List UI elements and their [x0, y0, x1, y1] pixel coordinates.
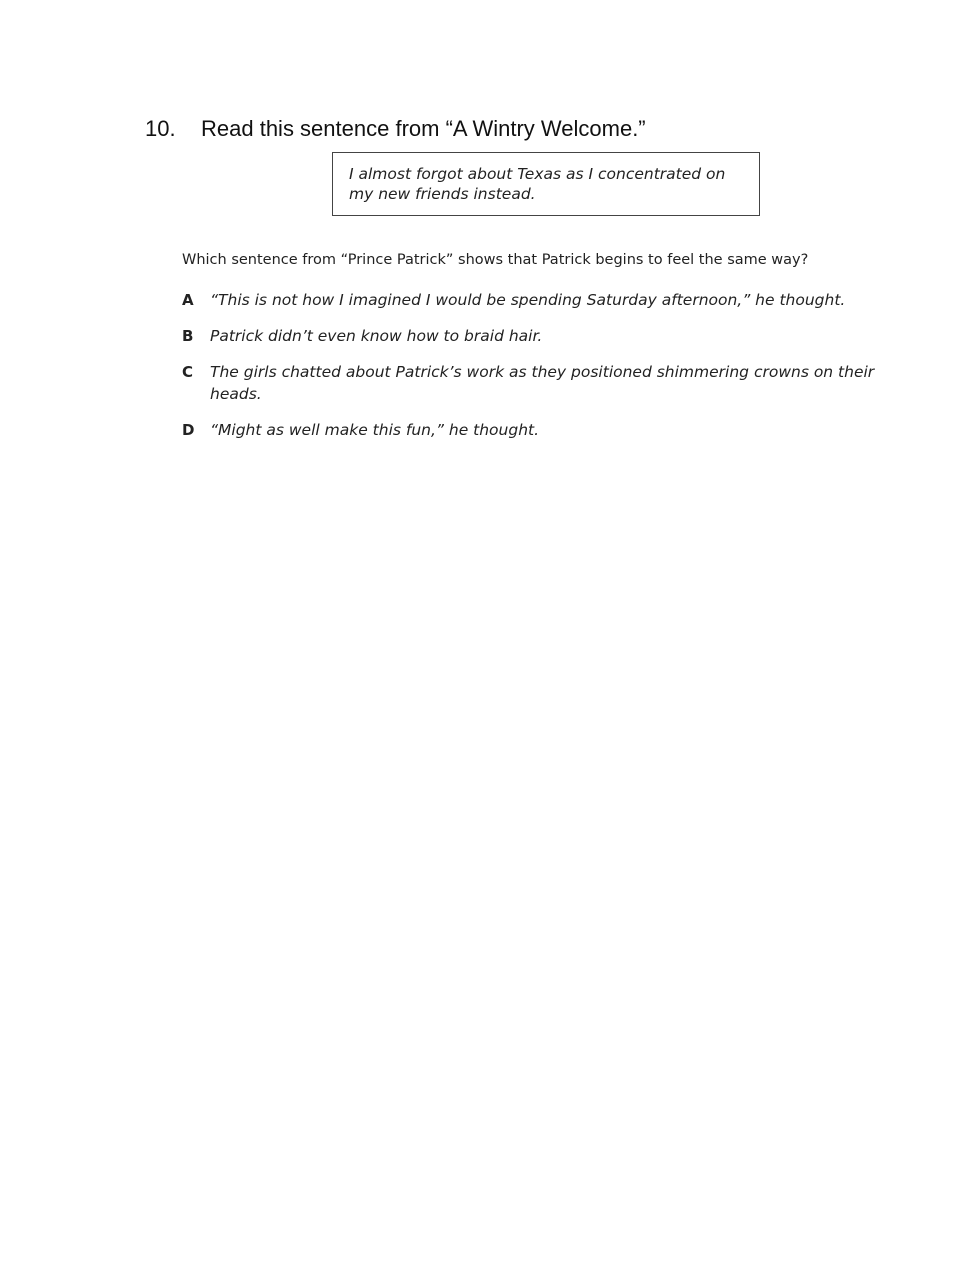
- excerpt-line: my new friends instead.: [349, 185, 536, 203]
- question-instruction: Read this sentence from “A Wintry Welcome.”: [201, 116, 646, 141]
- excerpt-line: I almost forgot about Texas as I concentrated on: [349, 165, 726, 183]
- option-letter: C: [182, 363, 194, 381]
- answer-options: [182, 289, 902, 455]
- option-letter: D: [182, 421, 195, 439]
- answer-option-b[interactable]: [182, 325, 902, 347]
- answer-option-a[interactable]: [182, 289, 902, 311]
- option-text: The girls chatted about Patrick’s work as they positioned shimmering crowns on their heads.: [210, 363, 875, 403]
- option-text: “Might as well make this fun,” he thought.: [210, 421, 540, 439]
- question-prompt: Which sentence from “Prince Patrick” shows that Patrick begins to feel the same way?: [182, 252, 809, 268]
- option-letter: B: [182, 327, 194, 345]
- option-letter: A: [182, 291, 194, 309]
- option-text: Patrick didn’t even know how to braid hair.: [210, 327, 543, 345]
- answer-option-d[interactable]: [182, 419, 902, 441]
- excerpt-box: [332, 152, 760, 216]
- question-number: 10.: [145, 116, 176, 141]
- option-text: “This is not how I imagined I would be spending Saturday afternoon,” he thought.: [210, 291, 846, 309]
- answer-option-c[interactable]: [182, 361, 902, 405]
- question-header: [145, 115, 646, 143]
